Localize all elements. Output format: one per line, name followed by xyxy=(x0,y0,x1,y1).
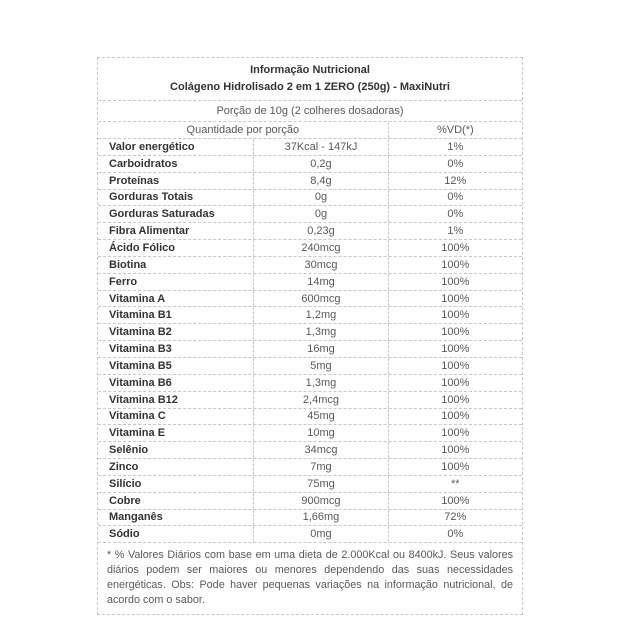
table-row xyxy=(98,391,522,408)
table-row xyxy=(98,306,522,323)
nutrient-vd: 0% xyxy=(388,156,522,172)
nutrient-vd: 100% xyxy=(388,324,522,340)
table-row xyxy=(98,239,522,256)
table-row xyxy=(98,155,522,172)
nutrient-quantity: 600mcg xyxy=(253,291,387,307)
nutrient-quantity: 0g xyxy=(253,190,387,206)
nutrient-vd: 72% xyxy=(388,510,522,526)
nutrient-label: Fibra Alimentar xyxy=(109,225,190,238)
table-row xyxy=(98,525,522,542)
nutrient-vd: 100% xyxy=(388,392,522,408)
nutrient-vd: ** xyxy=(388,476,522,492)
nutrient-vd: 100% xyxy=(388,375,522,391)
title-block xyxy=(98,58,522,100)
product-name: Colágeno Hidrolisado 2 em 1 ZERO (250g) - MaxiNutri xyxy=(170,81,450,93)
nutrient-quantity: 30mcg xyxy=(253,257,387,273)
table-row xyxy=(98,323,522,340)
nutrient-quantity: 0,23g xyxy=(253,223,387,239)
nutrient-vd: 0% xyxy=(388,190,522,206)
nutrient-vd: 100% xyxy=(388,358,522,374)
nutrient-label: Gorduras Saturadas xyxy=(109,208,215,221)
nutrient-label: Manganês xyxy=(109,511,163,524)
nutrient-quantity: 14mg xyxy=(253,274,387,290)
nutrient-vd: 100% xyxy=(388,240,522,256)
nutrient-quantity: 37Kcal - 147kJ xyxy=(253,139,387,155)
nutrient-vd: 100% xyxy=(388,274,522,290)
nutrient-quantity: 5mg xyxy=(253,358,387,374)
nutrient-vd: 100% xyxy=(388,442,522,458)
nutrient-vd: 100% xyxy=(388,291,522,307)
nutrient-vd: 1% xyxy=(388,139,522,155)
nutrient-label: Zinco xyxy=(109,460,139,473)
table-row xyxy=(98,172,522,189)
nutrient-quantity: 10mg xyxy=(253,425,387,441)
nutrient-quantity: 2,4mcg xyxy=(253,392,387,408)
nutrient-quantity: 34mcg xyxy=(253,442,387,458)
nutrient-quantity: 0,2g xyxy=(253,156,387,172)
nutrient-label: Cobre xyxy=(109,494,141,507)
nutrient-label: Vitamina E xyxy=(109,427,166,440)
nutrient-vd: 1% xyxy=(388,223,522,239)
nutrient-vd: 100% xyxy=(388,307,522,323)
column-header-quantity: Quantidade por porção xyxy=(186,124,300,136)
table-row xyxy=(98,340,522,357)
table-row xyxy=(98,374,522,391)
nutrient-label: Vitamina B6 xyxy=(109,376,172,389)
nutrient-label: Biotina xyxy=(109,258,147,271)
table-row xyxy=(98,256,522,273)
nutrient-vd: 100% xyxy=(388,409,522,425)
nutrient-label: Vitamina B1 xyxy=(109,309,172,322)
nutrient-label: Carboidratos xyxy=(109,157,178,170)
nutrient-vd: 100% xyxy=(388,341,522,357)
nutrient-quantity: 1,2mg xyxy=(253,307,387,323)
nutrient-vd: 0% xyxy=(388,206,522,222)
nutrient-label: Ácido Fólico xyxy=(109,241,175,254)
nutrient-label: Gorduras Totais xyxy=(109,191,194,204)
nutrient-quantity: 240mcg xyxy=(253,240,387,256)
nutrient-quantity: 0mg xyxy=(253,526,387,542)
nutrient-quantity: 1,3mg xyxy=(253,375,387,391)
column-header-vd: %VD(*) xyxy=(388,122,522,138)
table-row xyxy=(98,509,522,526)
nutrient-label: Sódio xyxy=(109,528,140,541)
table-title: Informação Nutricional xyxy=(250,64,370,76)
nutrient-label: Valor energético xyxy=(109,140,195,153)
nutrient-quantity: 0g xyxy=(253,206,387,222)
nutrient-quantity: 75mg xyxy=(253,476,387,492)
portion-row xyxy=(98,100,522,121)
nutrient-vd: 12% xyxy=(388,173,522,189)
table-row xyxy=(98,492,522,509)
nutrient-label: Selênio xyxy=(109,444,149,457)
nutrient-label: Vitamina B5 xyxy=(109,359,172,372)
table-row xyxy=(98,458,522,475)
table-row xyxy=(98,408,522,425)
table-row xyxy=(98,222,522,239)
nutrient-label: Vitamina B3 xyxy=(109,343,172,356)
table-row xyxy=(98,273,522,290)
nutrient-vd: 100% xyxy=(388,459,522,475)
nutrient-label: Ferro xyxy=(109,275,138,288)
nutrient-vd: 100% xyxy=(388,425,522,441)
nutrient-quantity: 8,4g xyxy=(253,173,387,189)
nutrient-quantity: 7mg xyxy=(253,459,387,475)
nutrient-quantity: 900mcg xyxy=(253,493,387,509)
table-row xyxy=(98,357,522,374)
table-row xyxy=(98,205,522,222)
table-row xyxy=(98,290,522,307)
nutrient-label: Silício xyxy=(109,477,142,490)
table-row xyxy=(98,475,522,492)
nutrient-quantity: 45mg xyxy=(253,409,387,425)
table-row xyxy=(98,138,522,155)
nutrient-label: Vitamina B2 xyxy=(109,326,172,339)
footnote-text: * % Valores Diários com base em uma dieta de 2.000Kcal ou 8400kJ. Seus valores diários podem ser maiores ou menores dependendo das suas necessidades energéticas. Obs: Pode haver pequenas variações na informação nutricional, de acordo com o sabor. xyxy=(98,542,522,614)
table-row xyxy=(98,189,522,206)
nutrient-quantity: 1,3mg xyxy=(253,324,387,340)
portion-text: Porção de 10g (2 colheres dosadoras) xyxy=(216,105,404,117)
nutrient-vd: 100% xyxy=(388,493,522,509)
nutrient-vd: 0% xyxy=(388,526,522,542)
nutrient-label: Vitamina C xyxy=(109,410,166,423)
table-header-row xyxy=(98,121,522,138)
nutrient-label: Vitamina A xyxy=(109,292,166,305)
nutrient-quantity: 16mg xyxy=(253,341,387,357)
nutrition-facts-table xyxy=(97,57,523,615)
nutrient-label: Vitamina B12 xyxy=(109,393,178,406)
nutrient-quantity: 1,66mg xyxy=(253,510,387,526)
nutrient-vd: 100% xyxy=(388,257,522,273)
table-body xyxy=(98,138,522,542)
table-row xyxy=(98,424,522,441)
nutrient-label: Proteínas xyxy=(109,174,160,187)
table-row xyxy=(98,441,522,458)
